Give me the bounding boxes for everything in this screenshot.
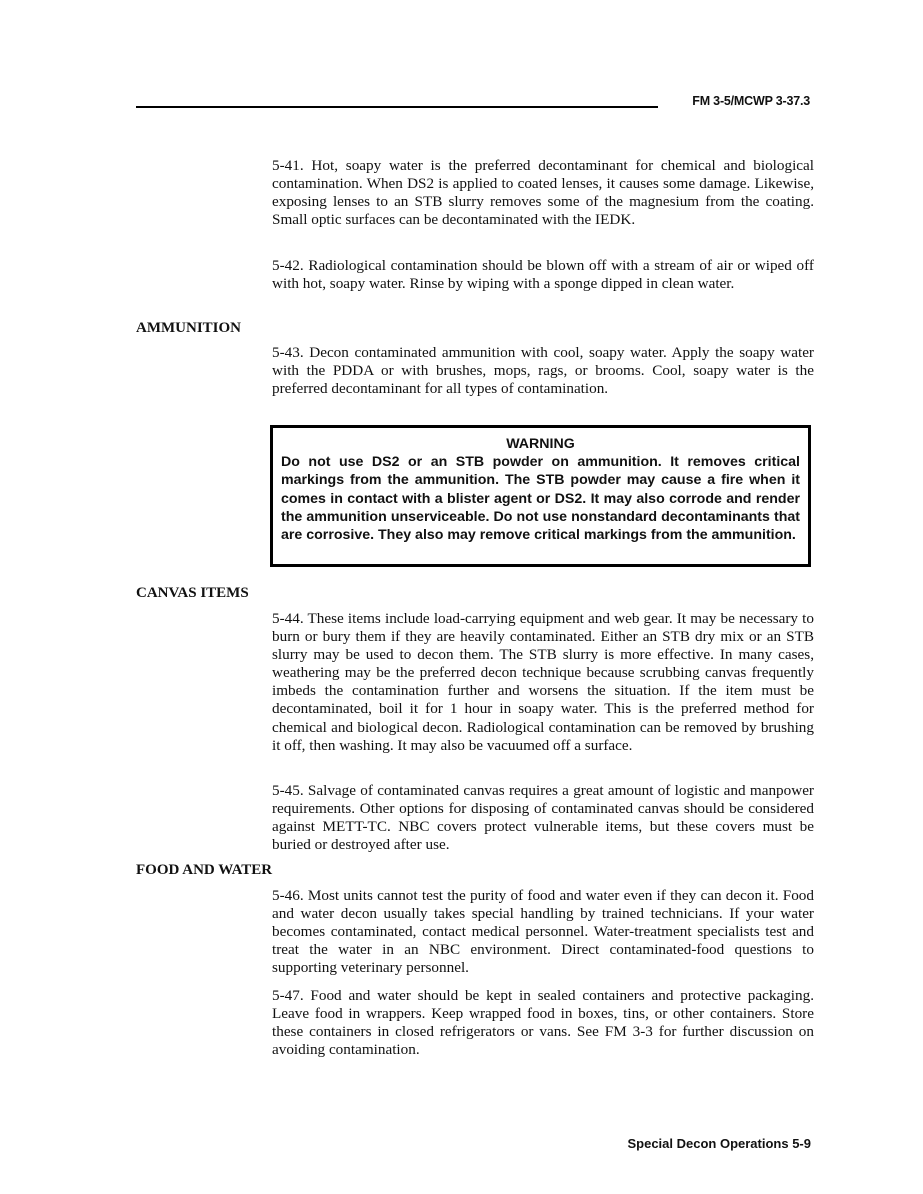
warning-text: Do not use DS2 or an STB powder on ammunition. It removes critical markings from the ammunition. The STB powder may cause a fire when it comes in contact with a blister agent or DS2. It may also corrode and render the ammunition unserviceable. Do not use nonstandard decontaminants that are corrosive. They also may remove critical markings from the ammunition. (281, 454, 800, 544)
paragraph-5-45: 5-45. Salvage of contaminated canvas requires a great amount of logistic and manpower requirements. Other options for disposing of contaminated canvas should be considered against METT-TC. NBC covers protect vulnerable items, but these covers must be buried or destroyed after use. (272, 782, 814, 854)
paragraph-5-44: 5-44. These items include load-carrying equipment and web gear. It may be necessary to burn or bury them if they are heavily contaminated. Either an STB dry mix or an STB slurry may be used to decon them. The STB slurry is more effective. In many cases, weathering may be the preferred decon technique because scrubbing canvas frequently imbeds the contamination further and worsens the situation. If the item must be decontaminated, boil it for 1 hour in soapy water. This is the preferred method for chemical and biological decon. Radiological contamination can be removed by brushing it off, then washing. It may also be vacuumed off a surface. (272, 610, 814, 754)
paragraph-5-42: 5-42. Radiological contamination should be blown off with a stream of air or wiped off with hot, soapy water. Rinse by wiping with a sponge dipped in clean water. (272, 257, 814, 293)
paragraph-5-47: 5-47. Food and water should be kept in sealed containers and protective packaging. Leave food in wrappers. Keep wrapped food in boxes, tins, or other containers. Store these containers in closed refrigerators or vans. See FM 3-3 for further discussion on avoiding contamination. (272, 987, 814, 1059)
warning-box (270, 425, 811, 567)
header-document-id: FM 3-5/MCWP 3-37.3 (692, 94, 810, 108)
warning-title: WARNING (506, 436, 575, 452)
heading-food-and-water: FOOD AND WATER (136, 862, 273, 878)
footer-page-label: Special Decon Operations 5-9 (627, 1136, 811, 1151)
paragraph-5-41: 5-41. Hot, soapy water is the preferred decontaminant for chemical and biological contamination. When DS2 is applied to coated lenses, it causes some damage. Likewise, exposing lenses to an STB slurry removes some of the magnesium from the coating. Small optic surfaces can be decontaminated with the IEDK. (272, 157, 814, 229)
heading-canvas-items: CANVAS ITEMS (136, 585, 249, 601)
paragraph-5-43: 5-43. Decon contaminated ammunition with cool, soapy water. Apply the soapy water with the PDDA or with brushes, mops, rags, or brooms. Cool, soapy water is the preferred decontaminant for all types of contamination. (272, 344, 814, 398)
header-rule (136, 106, 658, 108)
paragraph-5-46: 5-46. Most units cannot test the purity of food and water even if they can decon it. Food and water decon usually takes special handling by trained technicians. If your water becomes contaminated, contact medical personnel. Water-treatment specialists test and treat the water in an NBC environment. Direct contaminated-food questions to supporting veterinary personnel. (272, 887, 814, 977)
heading-ammunition: AMMUNITION (136, 320, 241, 336)
